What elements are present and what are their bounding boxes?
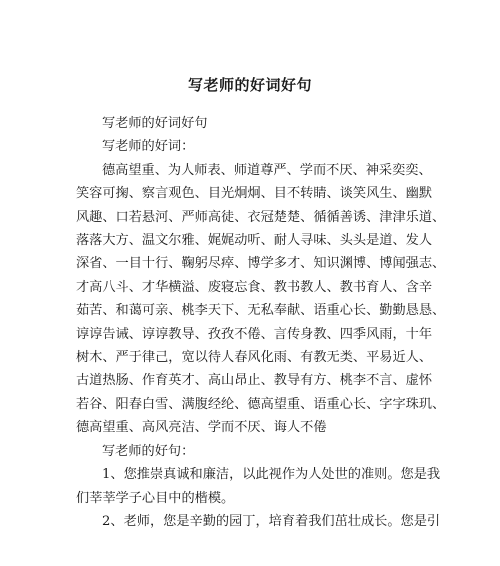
sentences-heading: 写老师的好句： <box>102 443 195 459</box>
sentence-paragraph-2 <box>76 510 441 533</box>
words-line: 落落大方、温文尔雅、娓娓动听、耐人寻味、头头是道、发人 <box>76 233 433 249</box>
words-line: 树木、严于律己，宽以待人春风化雨、有教无类、平易近人、 <box>76 350 433 366</box>
words-line: 笑容可掬、察言观色、目光炯炯、目不转睛、谈笑风生、幽默 <box>76 186 433 202</box>
words-line: 德高望重、高风亮洁、学而不厌、诲人不倦 <box>76 420 327 436</box>
words-heading: 写老师的好词： <box>102 139 195 155</box>
document-body <box>76 112 446 533</box>
words-line: 谆谆告诫、谆谆教导、孜孜不倦、言传身教、四季风雨，十年 <box>76 326 433 342</box>
words-line: 古道热肠、作育英才、高山昂止、教导有方、桃李不言、虚怀 <box>76 373 433 389</box>
sentence-line: 1、您推崇真诚和廉洁，以此视作为人处世的准则。您是我 <box>102 467 441 483</box>
document-title: 写老师的好词好句 <box>187 76 312 94</box>
sentence-line: 们莘莘学子心目中的楷模。 <box>76 490 235 506</box>
words-line: 若谷、阳春白雪、满腹经纶、德高望重、语重心长、字字珠玑、 <box>76 396 446 412</box>
intro-heading: 写老师的好词好句 <box>102 116 208 131</box>
sentence-paragraph-1 <box>76 463 441 510</box>
words-paragraph <box>76 159 446 440</box>
words-line: 风趣、口若悬河、严师高徒、衣冠楚楚、循循善诱、津津乐道、 <box>76 209 446 225</box>
words-line: 德高望重、为人师表、师道尊严、学而不厌、神采奕奕、 <box>102 162 432 178</box>
sentence-line: 2、老师，您是辛勤的园丁，培育着我们茁壮成长。您是引 <box>102 513 441 529</box>
words-line: 才高八斗、才华横溢、废寝忘食、教书教人、教书育人、含辛 <box>76 279 433 295</box>
words-line: 深省、一目十行、鞠躬尽瘁、博学多才、知识渊博、博闻强志、 <box>76 256 446 272</box>
words-line: 茹苦、和蔼可亲、桃李天下、无私奉献、语重心长、勤勤恳恳、 <box>76 303 446 319</box>
